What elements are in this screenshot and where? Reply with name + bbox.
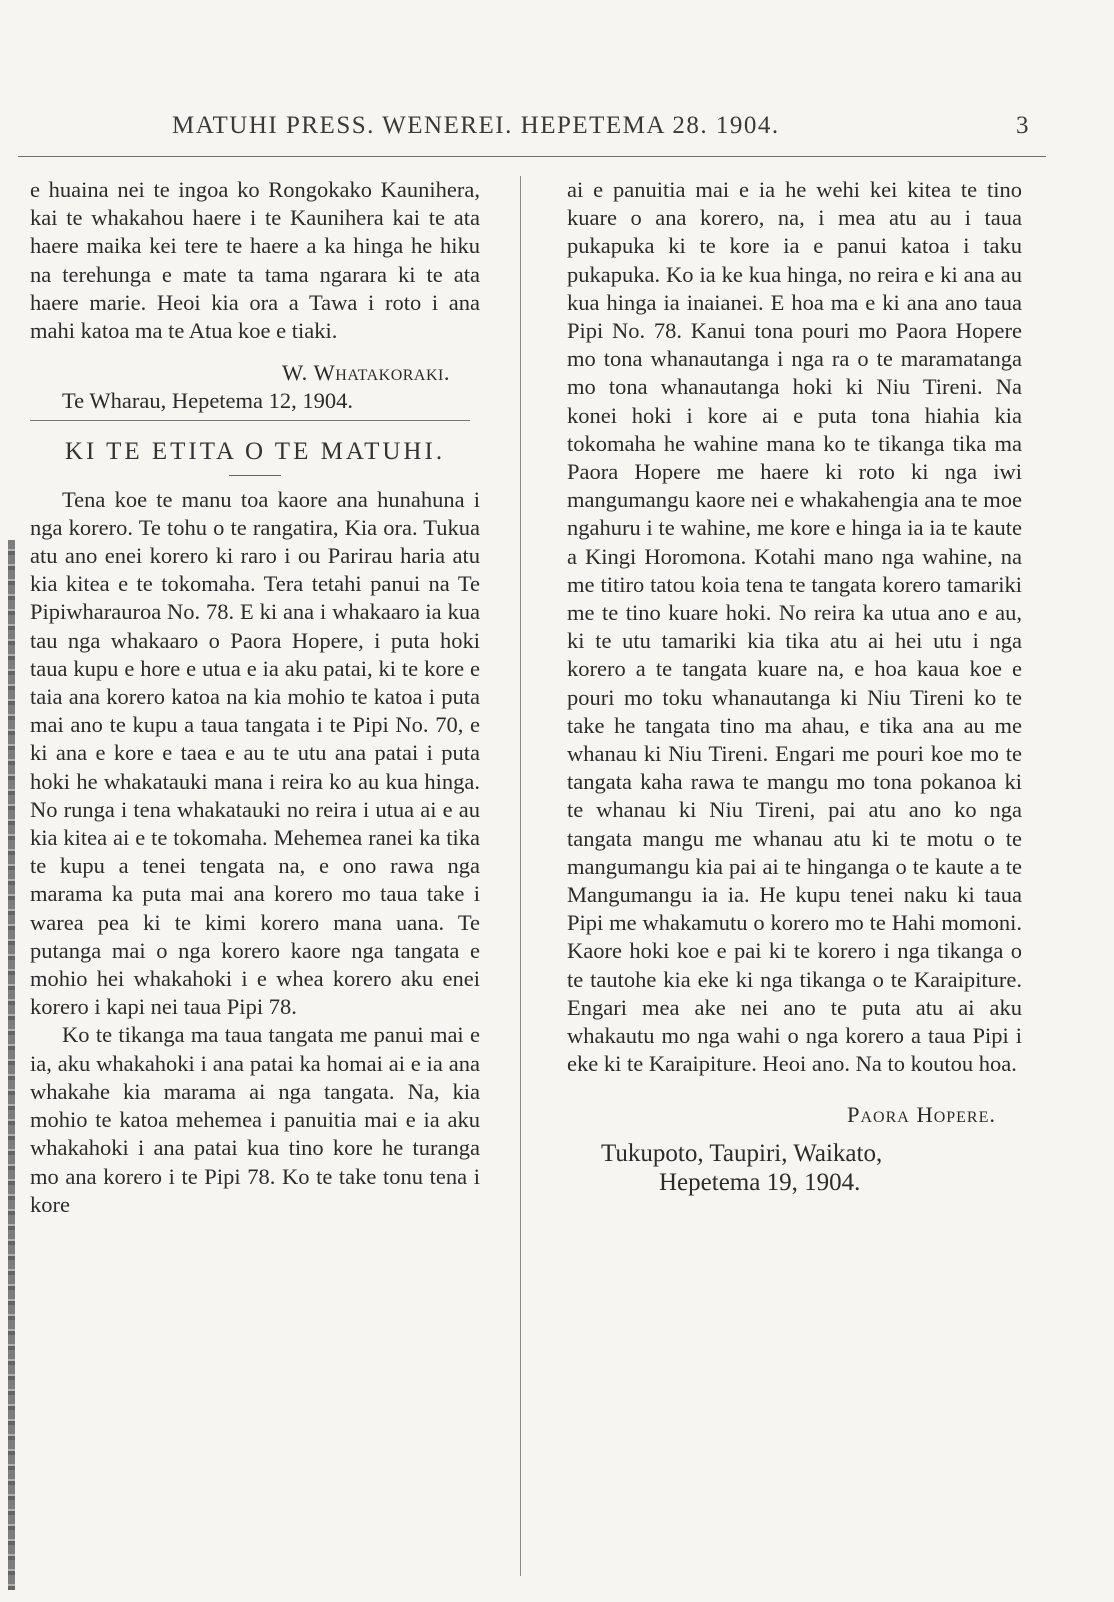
address-line-1: Tukupoto, Taupiri, Waikato, xyxy=(601,1139,883,1167)
letter-place-date: Te Wharau, Hepetema 12, 1904. xyxy=(62,388,354,414)
page-number: 3 xyxy=(1016,112,1030,139)
right-column xyxy=(567,176,1022,1197)
left-column xyxy=(30,176,480,1219)
header-rule xyxy=(18,156,1046,157)
closing-address xyxy=(567,1139,1022,1197)
section-title: KI TE ETITA O TE MATUHI. xyxy=(64,437,446,465)
letter-paragraph-1: Tena koe te manu toa kaore ana hunahuna i nga korero. Te tohu o te rangatira, Kia ora. Tukua atu ano enei korero ki raro i ou Parirau haria atu kia kitea e te tokomaha. Tera tetahi panui na Te Pipiwharauroa No. 78. E ki ana i whakaaro ia kua tau nga whakaaro o Paora Hopere, i puta hoki taua kupu e hore e utua e ia aku patai, ki te kore e taia ana korero katoa na kia mohio te katoa i puta mai ano te kupu a taua tangata i te Pipi No. 70, e ki ana e kore e taea e au te utu ana patai i puta hoki he whakatauki mana i reira ko au kua hinga. No runga i tena whakatauki no reira i utua ai e au kia kitea ai e te tokomaha. Mehemea ranei ka tika te kupu a tenei tengata na, e ono rawa nga marama ka puta mai ana korero mo taua take i warea pea ki te kimi korero mana uana. Te putanga mai o nga korero kaore nga tangata e mohio hei whakahoki i e whea korero aku enei korero i kapi nei taua Pipi 78. xyxy=(30,486,480,1020)
letter-paragraph-2: Ko te tikanga ma taua tangata me panui mai e ia, aku whakahoki i ana patai ka homai ai e ia ana whakahe kia marama ai nga tangata. Na, kia mohio te katoa mehemea i panuitia mai e ia aku whakahoki i ana patai kua tino kore he turanga mo ana korero i te Pipi 78. Ko te take tonu tena i kore xyxy=(30,1022,480,1217)
column-divider xyxy=(520,176,521,1576)
address-line-2: Hepetema 19, 1904. xyxy=(659,1168,861,1196)
letter-paragraph-3: ai e panuitia mai e ia he wehi kei kitea te tino kuare o ana korero, na, i mea atu au i taua pukapuka ki te kore ia e panui katoa i taku pukapuka. Ko ia ke kua hinga, no reira e ki ana au kua hinga ia inaianei. E hoa ma e ki ana ano taua Pipi No. 78. Kanui tona pouri mo Paora Hopere mo tona whanautanga i nga ra o te maramatanga mo tona whanautanga hoki ki Niu Tireni. Na konei hoki i kore ai e puta tona hiahia kia tokomaha he wahine mana ko te tikanga tika ma Paora Hopere me haere ki roto ki nga iwi mangumangu kaore nei e whakahengia ana te moe ngahuru i te wahine, me kore e hinga ia ia te kaute a Kingi Horomona. Kotahi mano nga wahine, na me titiro tatou koia tena te tangata korero tamariki me te tino kuare hoki. No reira ka utua ano e au, ki te utu tamariki kia tika atu ai hei utu i nga korero a te tangata kuare na, e hoa kaua koe e pouri mo toku whanautanga ki Niu Tireni ko te take he tangata tino ma ahau, e tika ana au me whanau ki Niu Tireni. Engari me pouri koe mo te tangata kaha rawa te mangu mo tona pokanoa ki te whanau ki Niu Tireni, pai atu ano ko nga tangata mangu me whanau atu ki te motu o te mangumangu kia pai ai te hinganga o te kaute a te Mangumangu ia ia. He kupu tenei naku ki taua Pipi me whakamutu o korero mo te Hahi momoni. Kaore hoki koe e pai ki te korero i nga tikanga o te tautohe kia eke ki nga tikanga o te Karaipiture. Engari mea ake nei ano te puta atu ai aku whakautu mo nga wahi o nga korero a taua Pipi i eke ki te Karaipiture. Heoi ano. Na to koutou hoa. xyxy=(567,177,1022,1077)
section-rule xyxy=(30,420,470,421)
binding-edge xyxy=(8,540,15,1590)
running-head: MATUHI PRESS. WENEREI. HEPETEMA 28. 1904. xyxy=(172,112,780,139)
short-rule xyxy=(229,475,281,476)
continued-paragraph: e huaina nei te ingoa ko Rongokako Kaunihera, kai te whakahou haere i te Kaunihera kai te ata haere maika kei tere te haere a ka hinga he hiku na terehunga e mate ta tama ngarara ki te ata haere marie. Heoi kia ora a Tawa i roto i ana mahi katoa ma te Atua koe e tiaki. xyxy=(30,177,480,344)
letter-signature: W. Whatakoraki. xyxy=(282,360,450,386)
closing-signature: Paora Hopere. xyxy=(846,1101,996,1127)
page-header xyxy=(130,112,1030,148)
